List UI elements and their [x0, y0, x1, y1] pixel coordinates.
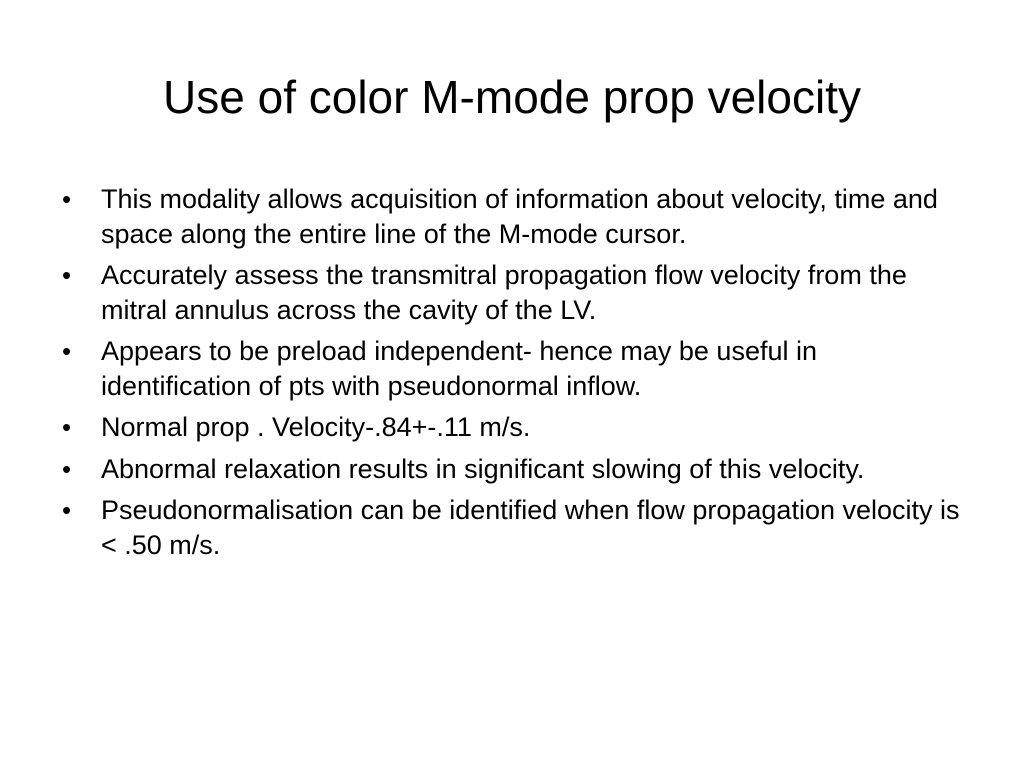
bullet-text: Pseudonormalisation can be identified when flow propagation velocity is < .50 m/s.: [101, 495, 960, 560]
bullet-icon: •: [62, 260, 72, 290]
bullet-icon: •: [62, 495, 72, 525]
bullet-text: Abnormal relaxation results in significant slowing of this velocity.: [101, 453, 865, 484]
bullet-text: Appears to be preload independent- hence may be useful in identification of pts with pseudonormal inflow.: [101, 336, 818, 401]
bullet-list: [62, 182, 962, 569]
bullet-item-6: [62, 493, 962, 562]
bullet-item-3: [62, 334, 962, 403]
bullet-icon: •: [62, 184, 72, 214]
bullet-text: Normal prop . Velocity-.84+-.11 m/s.: [101, 412, 531, 442]
bullet-item-2: [62, 258, 962, 327]
bullet-text: Accurately assess the transmitral propagation flow velocity from the mitral annulus across the cavity of the LV.: [101, 260, 907, 325]
bullet-icon: •: [62, 453, 72, 484]
bullet-icon: •: [62, 412, 72, 442]
bullet-text: This modality allows acquisition of information about velocity, time and space along the entire line of the M-mode cursor.: [101, 184, 938, 249]
bullet-item-1: [62, 182, 962, 251]
bullet-item-5: [62, 452, 962, 487]
slide-title: Use of color M-mode prop velocity: [163, 71, 861, 123]
bullet-item-4: [62, 410, 962, 445]
bullet-icon: •: [62, 336, 72, 366]
